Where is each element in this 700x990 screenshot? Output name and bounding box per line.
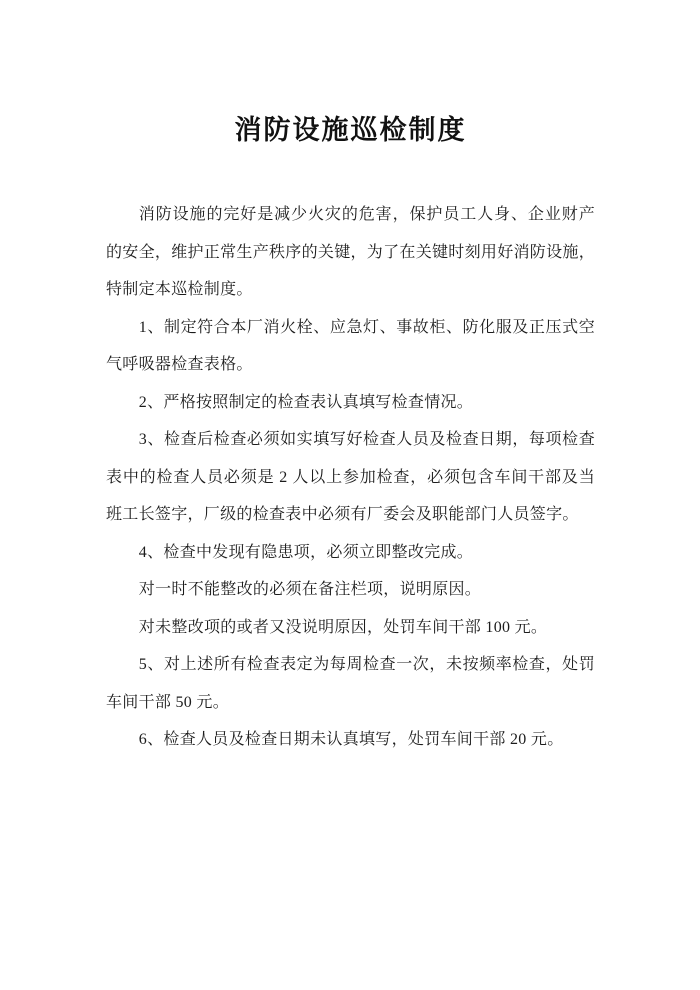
paragraph-item-1: 1、制定符合本厂消火栓、应急灯、事故柜、防化服及正压式空气呼吸器检查表格。: [106, 318, 595, 373]
paragraph-item-5: 5、对上述所有检查表定为每周检查一次，未按频率检查，处罚车间干部 50 元。: [106, 656, 595, 711]
paragraph-item-4: 4、检查中发现有隐患项，必须立即整改完成。: [138, 543, 474, 561]
paragraph-item-4-note-1: 对一时不能整改的必须在备注栏项，说明原因。: [138, 581, 482, 598]
paragraph-item-3: 3、检查后检查必须如实填写好检查人员及检查日期，每项检查表中的检查人员必须是 2 人以上参加检查，必须包含车间干部及当班工长签字，厂级的检查表中必须有厂委会及职能部门人员签字。: [106, 431, 595, 523]
paragraph-item-2: 2、严格按照制定的检查表认真填写检查情况。: [138, 393, 474, 411]
page-title: 消防设施巡检制度: [234, 115, 467, 145]
paragraph-item-6: 6、检查人员及检查日期未认真填写，处罚车间干部 20 元。: [138, 731, 564, 748]
paragraph-item-4-note-2: 对未整改项的或者又没说明原因，处罚车间干部 100 元。: [138, 618, 548, 636]
paragraph-intro: 消防设施的完好是减少火灾的危害，保护员工人身、企业财产的安全，维护正常生产秩序的关键，为了在关键时刻用好消防设施，特制定本巡检制度。: [106, 206, 596, 298]
